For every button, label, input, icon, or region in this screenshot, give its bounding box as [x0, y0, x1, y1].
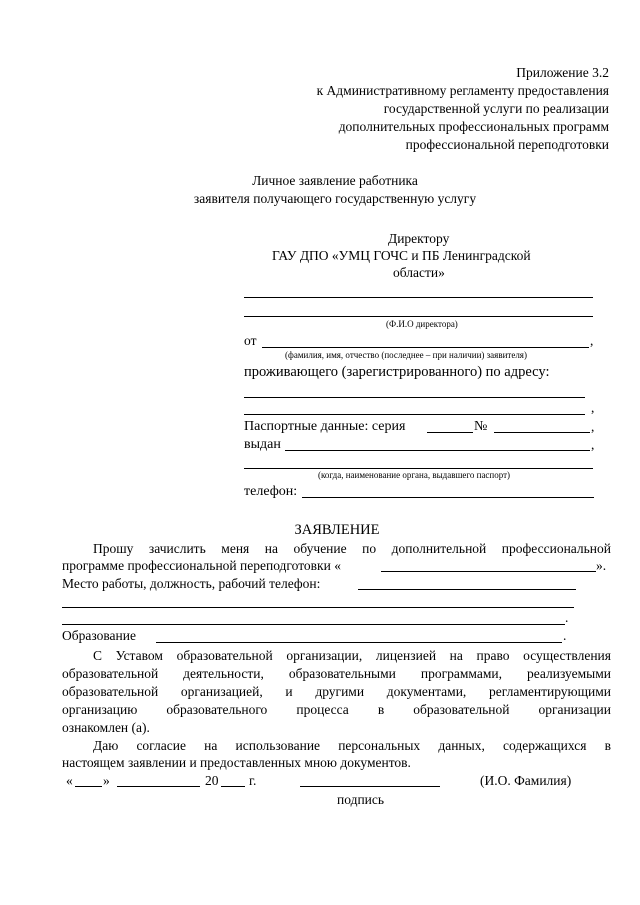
- issued-label: выдан: [244, 437, 281, 452]
- addressee-org: ГАУ ДПО «УМЦ ГОЧС и ПБ Ленинградской: [272, 248, 531, 263]
- statute-paragraph-line: ознакомлен (а).: [62, 720, 150, 735]
- program-label: программе профессиональной переподготовки «: [62, 558, 341, 573]
- appendix-number: Приложение 3.2: [516, 65, 609, 80]
- date-quote-open: «: [66, 773, 73, 788]
- education-line[interactable]: [156, 642, 562, 643]
- program-name-line[interactable]: [381, 571, 596, 572]
- passport-label: Паспортные данные: серия: [244, 419, 406, 434]
- education-label: Образование: [62, 628, 136, 643]
- director-hint: (Ф.И.О директора): [386, 319, 458, 329]
- director-name-line[interactable]: [244, 297, 593, 298]
- issued-comma: ,: [591, 437, 595, 452]
- phone-line[interactable]: [302, 497, 594, 498]
- signature-label: подпись: [337, 792, 385, 807]
- workplace-line-2[interactable]: [62, 607, 574, 608]
- signature-line[interactable]: [300, 786, 440, 787]
- education-dot: .: [563, 628, 567, 643]
- statement-paragraph-1: Прошу зачислить меня на обучение по дополнительной профессиональной: [93, 541, 611, 556]
- appendix-line: к Административному регламенту предоставления: [316, 83, 609, 98]
- consent-paragraph-line: Даю согласие на использование персональных данных, содержащихся в: [93, 738, 611, 753]
- date-month-line[interactable]: [117, 786, 200, 787]
- workplace-label: Место работы, должность, рабочий телефон:: [62, 576, 321, 591]
- date-day-line[interactable]: [75, 786, 102, 787]
- issued-by-line[interactable]: [285, 450, 590, 451]
- from-comma: ,: [590, 333, 594, 348]
- passport-number-line[interactable]: [494, 432, 590, 433]
- name-hint: (И.О. Фамилия): [480, 773, 572, 788]
- date-quote-close: »: [103, 773, 110, 788]
- program-label-end: ».: [596, 558, 607, 573]
- from-label: от: [244, 333, 257, 348]
- phone-label: телефон:: [244, 484, 298, 499]
- passport-number-sign: №: [474, 419, 488, 434]
- statute-paragraph-line: С Уставом образовательной организации, лицензией на право осуществления: [93, 648, 611, 663]
- applicant-name-line[interactable]: [262, 347, 589, 348]
- statement-title: ЗАЯВЛЕНИЕ: [294, 522, 380, 538]
- date-year-suffix: г.: [249, 773, 257, 788]
- address-line-1[interactable]: [244, 397, 585, 398]
- director-name-line-2[interactable]: [244, 316, 593, 317]
- appendix-line: дополнительных профессиональных программ: [338, 119, 609, 134]
- passport-comma: ,: [591, 419, 595, 434]
- personal-title: Личное заявление работника: [252, 173, 418, 188]
- consent-paragraph-line: настоящем заявлении и предоставленных мною документов.: [62, 755, 411, 770]
- statute-paragraph-line: организацию образовательного процесса в образовательной организации: [62, 702, 611, 717]
- applicant-hint: (фамилия, имя, отчество (последнее – при наличии) заявителя): [285, 350, 527, 360]
- appendix-line: профессиональной переподготовки: [405, 137, 609, 152]
- date-year-prefix: 20: [205, 773, 219, 788]
- issued-by-line-2[interactable]: [244, 468, 593, 469]
- residing-label: проживающего (зарегистрированного) по адресу:: [244, 364, 550, 380]
- address-line-2[interactable]: [244, 414, 585, 415]
- address-comma: ,: [591, 400, 595, 415]
- date-year-line[interactable]: [221, 786, 245, 787]
- passport-series-line[interactable]: [427, 432, 473, 433]
- workplace-line-3[interactable]: [62, 624, 565, 625]
- appendix-line: государственной услуги по реализации: [383, 101, 609, 116]
- statute-paragraph-line: образовательной деятельности, образовательными программами, реализуемыми: [62, 666, 611, 681]
- addressee-org-cont: области»: [393, 265, 445, 280]
- addressee-label: Директору: [388, 231, 450, 246]
- personal-subtitle: заявителя получающего государственную услугу: [193, 191, 477, 206]
- issued-hint: (когда, наименование органа, выдавшего паспорт): [318, 470, 511, 480]
- statute-paragraph-line: образовательной организацией, и другими документами, регламентирующими: [62, 684, 611, 699]
- workplace-line-1[interactable]: [358, 589, 576, 590]
- workplace-dot: .: [565, 610, 569, 625]
